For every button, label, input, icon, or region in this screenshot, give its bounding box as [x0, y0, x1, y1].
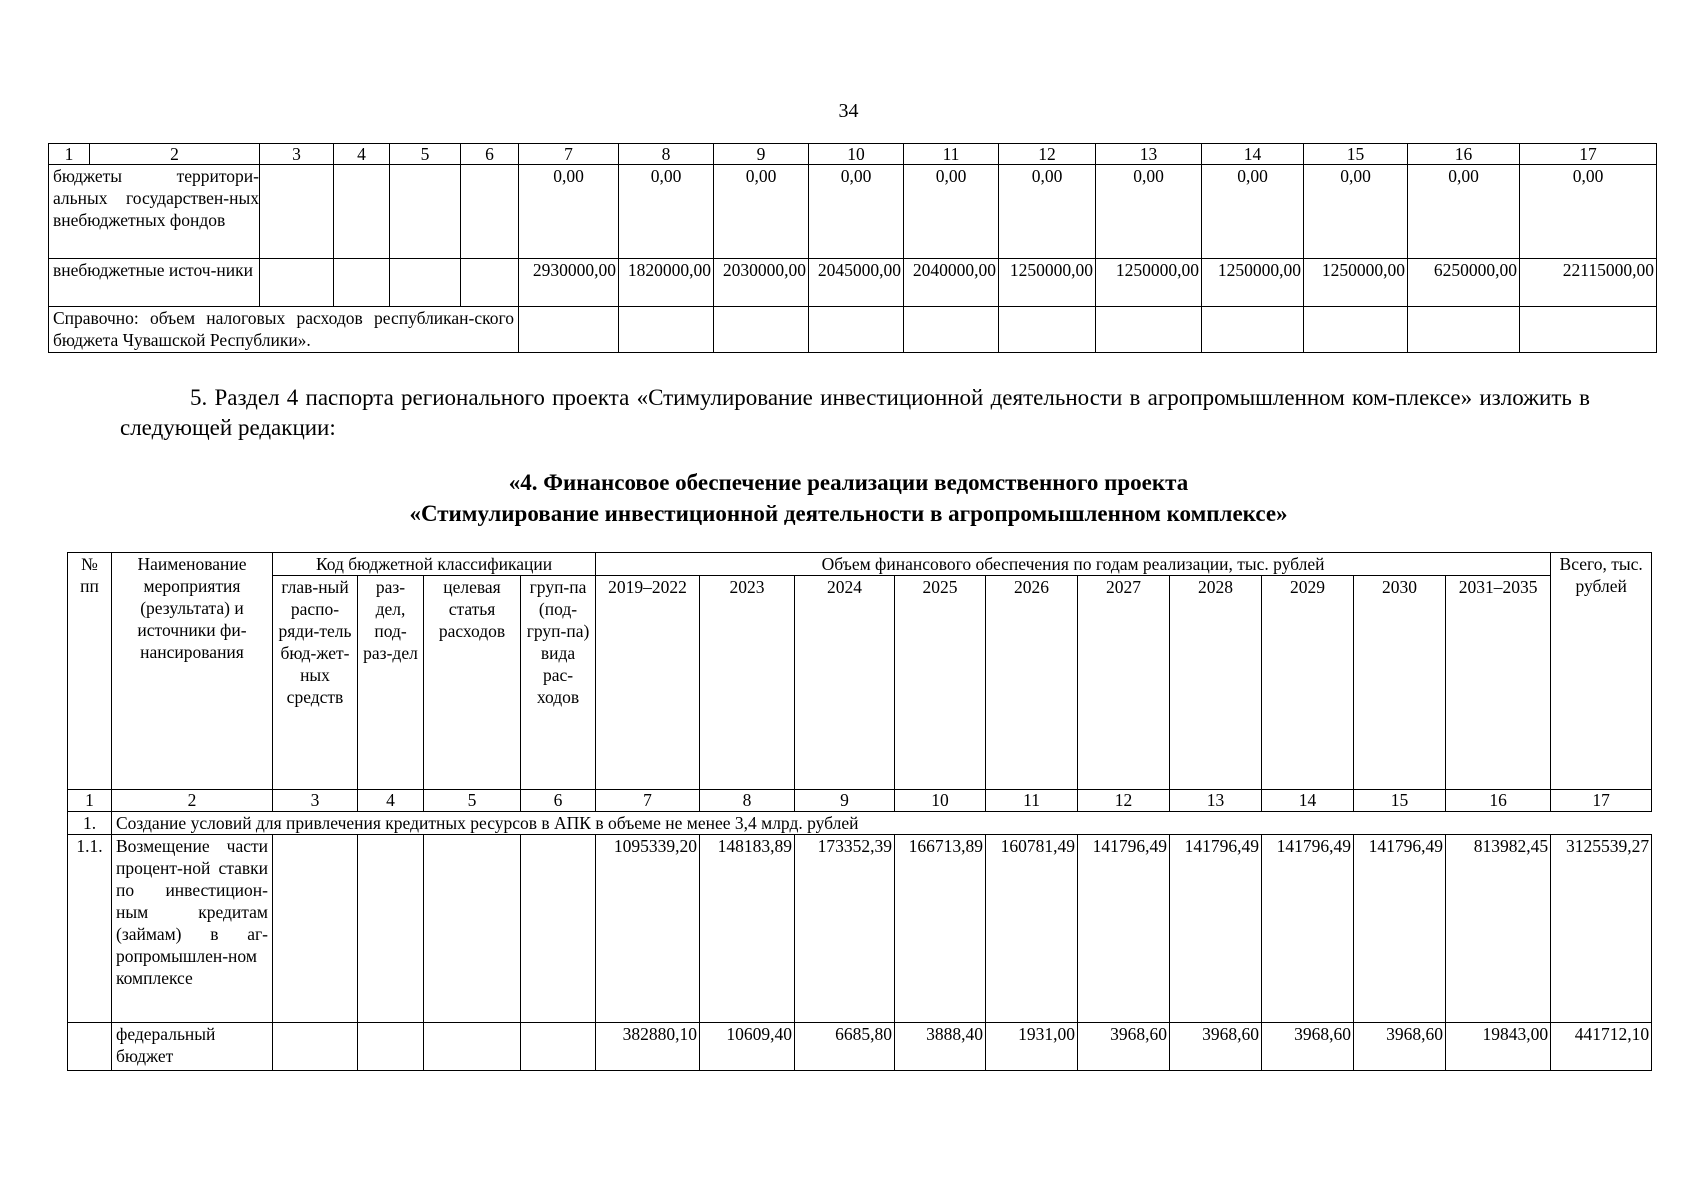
column-number: 5 [390, 144, 461, 165]
header-year: 2026 [986, 576, 1078, 790]
cell-value: 2930000,00 [519, 259, 619, 307]
cell-value: 441712,10 [1551, 1023, 1652, 1071]
cell-value: 19843,00 [1446, 1023, 1551, 1071]
row-label: внебюджетные источ-ники [49, 259, 260, 307]
column-number: 6 [461, 144, 519, 165]
column-number: 1 [49, 144, 90, 165]
section-label: Создание условий для привлечения кредитных ресурсов в АПК в объеме не менее 3,4 млрд. рублей [112, 812, 1652, 835]
header-section-subsection: раз-дел, под-раз-дел [358, 576, 424, 790]
header-year: 2029 [1262, 576, 1354, 790]
cell-value: 173352,39 [795, 835, 895, 1023]
cell-value: 148183,89 [700, 835, 795, 1023]
column-number: 17 [1520, 144, 1657, 165]
column-number: 2 [112, 790, 273, 812]
table-row [49, 259, 1657, 307]
column-number: 10 [809, 144, 904, 165]
cell-value: 141796,49 [1354, 835, 1446, 1023]
header-total: Всего, тыс. рублей [1551, 553, 1652, 790]
column-number: 12 [1078, 790, 1170, 812]
table-top [48, 143, 1657, 353]
column-number: 9 [714, 144, 809, 165]
section-number: 1. [68, 812, 112, 835]
financing-table [67, 552, 1652, 1071]
cell-value: 22115000,00 [1520, 259, 1657, 307]
column-number: 9 [795, 790, 895, 812]
reference-note: Справочно: объем налоговых расходов республикан-ского бюджета Чувашской Республики». [49, 307, 519, 353]
cell-value: 10609,40 [700, 1023, 795, 1071]
header-year: 2031–2035 [1446, 576, 1551, 790]
column-number: 16 [1446, 790, 1551, 812]
table-row [49, 165, 1657, 259]
header-chief-administrator: глав-ный распо-ряди-тель бюд-жет-ных средств [273, 576, 358, 790]
cell-value: 0,00 [619, 165, 714, 259]
cell-value: 3968,60 [1262, 1023, 1354, 1071]
table-column-numbers [68, 790, 1652, 812]
cell-value: 141796,49 [1262, 835, 1354, 1023]
section-title-line-1: «4. Финансовое обеспечение реализации ведомственного проекта [508, 470, 1189, 495]
header-year: 2023 [700, 576, 795, 790]
cell-value: 6685,80 [795, 1023, 895, 1071]
row-number [68, 1023, 112, 1071]
column-number: 4 [358, 790, 424, 812]
cell-value: 0,00 [1408, 165, 1520, 259]
cell-value: 3968,60 [1354, 1023, 1446, 1071]
column-number: 5 [424, 790, 521, 812]
header-target-article: целевая статья расходов [424, 576, 521, 790]
section-title-line-2: «Стимулирование инвестиционной деятельности в агропромышленном комплексе» [409, 501, 1288, 526]
header-name: Наименование мероприятия (результата) и источники фи-нансирования [112, 553, 273, 790]
cell-value: 3125539,27 [1551, 835, 1652, 1023]
column-number: 11 [904, 144, 999, 165]
cell-value: 1250000,00 [1096, 259, 1202, 307]
column-number: 14 [1262, 790, 1354, 812]
cell-value: 1250000,00 [999, 259, 1096, 307]
column-number: 1 [68, 790, 112, 812]
row-number: 1.1. [68, 835, 112, 1023]
cell-value: 0,00 [1096, 165, 1202, 259]
column-number: 16 [1408, 144, 1520, 165]
cell-value: 141796,49 [1078, 835, 1170, 1023]
cell-value: 2040000,00 [904, 259, 999, 307]
cell-value: 2045000,00 [809, 259, 904, 307]
header-year: 2019–2022 [596, 576, 700, 790]
cell-value: 160781,49 [986, 835, 1078, 1023]
page-number: 34 [838, 100, 859, 122]
cell-value: 1095339,20 [596, 835, 700, 1023]
header-budget-classification: Код бюджетной классификации [273, 553, 596, 576]
column-number: 7 [596, 790, 700, 812]
table-top-column-numbers [49, 144, 1657, 165]
column-number: 12 [999, 144, 1096, 165]
cell-value: 382880,10 [596, 1023, 700, 1071]
header-year: 2030 [1354, 576, 1446, 790]
cell-value: 166713,89 [895, 835, 986, 1023]
column-number: 10 [895, 790, 986, 812]
column-number: 3 [273, 790, 358, 812]
header-year: 2027 [1078, 576, 1170, 790]
cell-value: 0,00 [1304, 165, 1408, 259]
cell-value: 1250000,00 [1202, 259, 1304, 307]
row-label: Возмещение части процент-ной ставки по инвестицион-ным кредитам (займам) в аг-ропромышлен-ном комплексе [112, 835, 273, 1023]
row-label: федеральный бюджет [112, 1023, 273, 1071]
column-number: 8 [700, 790, 795, 812]
cell-value: 1250000,00 [1304, 259, 1408, 307]
header-number: № пп [68, 553, 112, 790]
cell-value: 0,00 [1202, 165, 1304, 259]
row-label: бюджеты территори-альных государствен-ных внебюджетных фондов [49, 165, 260, 259]
cell-value: 3888,40 [895, 1023, 986, 1071]
column-number: 15 [1304, 144, 1408, 165]
instruction-paragraph: 5. Раздел 4 паспорта регионального проекта «Стимулирование инвестиционной деятельности в агропромышленном ком-плексе» изложить в следующей редакции: [120, 385, 1590, 440]
cell-value: 141796,49 [1170, 835, 1262, 1023]
table-row [49, 307, 1657, 353]
cell-value: 0,00 [714, 165, 809, 259]
column-number: 8 [619, 144, 714, 165]
column-number: 4 [334, 144, 390, 165]
header-expense-type-group: груп-па (под-груп-па) вида рас-ходов [521, 576, 596, 790]
cell-value: 1931,00 [986, 1023, 1078, 1071]
header-financing-volume: Объем финансового обеспечения по годам реализации, тыс. рублей [596, 553, 1551, 576]
cell-value: 813982,45 [1446, 835, 1551, 1023]
column-number: 7 [519, 144, 619, 165]
column-number: 3 [260, 144, 334, 165]
column-number: 6 [521, 790, 596, 812]
column-number: 2 [90, 144, 260, 165]
cell-value: 0,00 [999, 165, 1096, 259]
cell-value: 1820000,00 [619, 259, 714, 307]
column-number: 11 [986, 790, 1078, 812]
column-number: 13 [1170, 790, 1262, 812]
column-number: 13 [1096, 144, 1202, 165]
table-row [68, 835, 1652, 1023]
cell-value: 0,00 [904, 165, 999, 259]
header-year: 2025 [895, 576, 986, 790]
cell-value: 2030000,00 [714, 259, 809, 307]
column-number: 15 [1354, 790, 1446, 812]
column-number: 17 [1551, 790, 1652, 812]
header-year: 2024 [795, 576, 895, 790]
cell-value: 0,00 [809, 165, 904, 259]
table-row [68, 1023, 1652, 1071]
header-year: 2028 [1170, 576, 1262, 790]
cell-value: 6250000,00 [1408, 259, 1520, 307]
cell-value: 0,00 [1520, 165, 1657, 259]
column-number: 14 [1202, 144, 1304, 165]
cell-value: 3968,60 [1170, 1023, 1262, 1071]
cell-value: 0,00 [519, 165, 619, 259]
cell-value: 3968,60 [1078, 1023, 1170, 1071]
